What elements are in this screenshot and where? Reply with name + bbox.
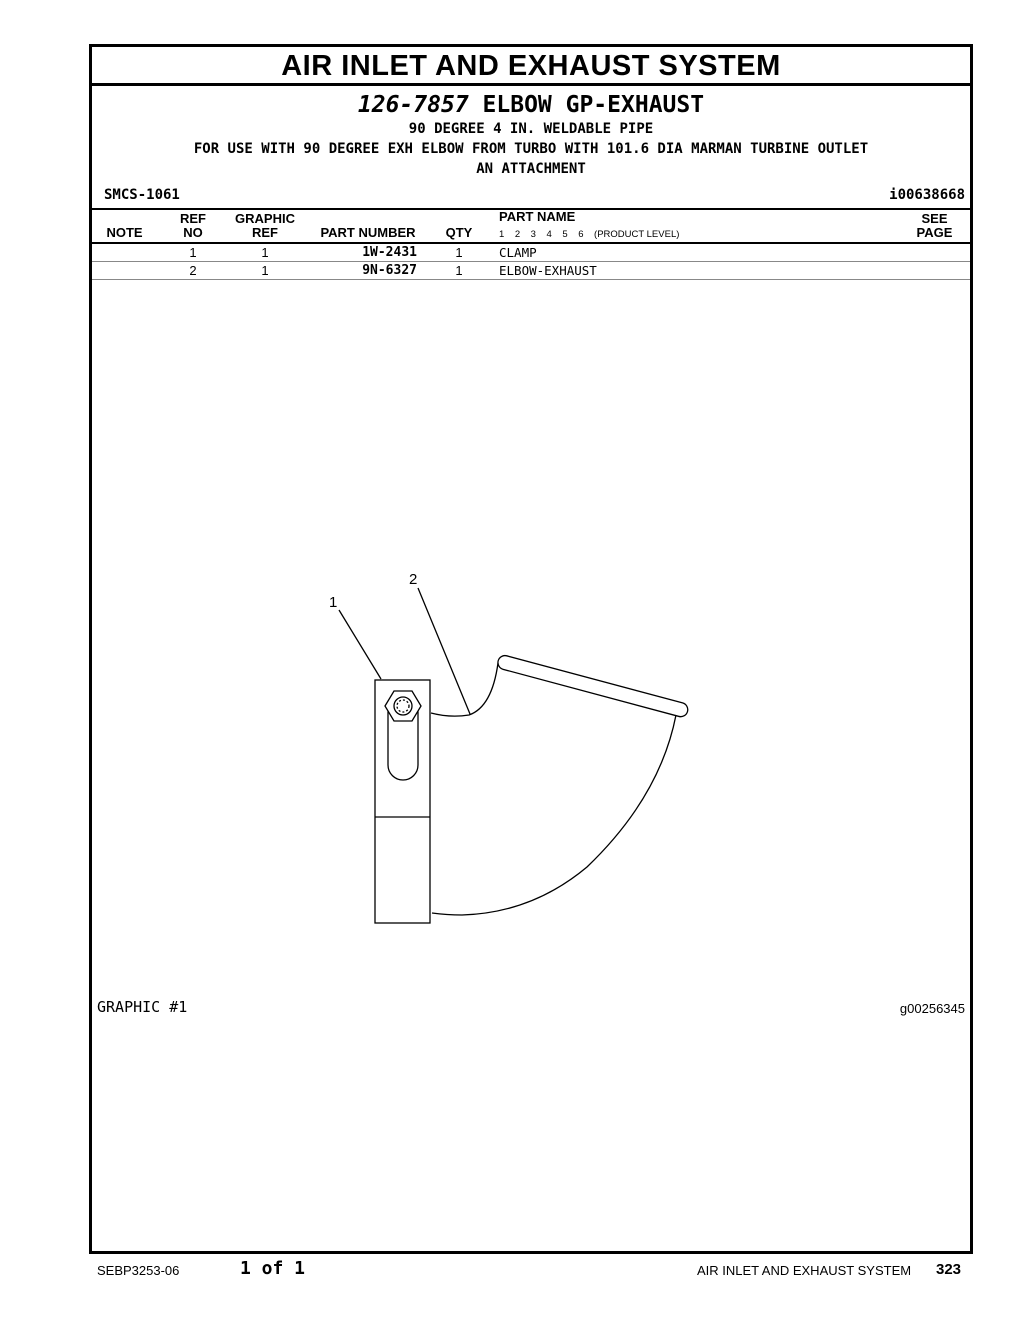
group-description-line: AN ATTACHMENT: [476, 161, 586, 177]
page-frame: [89, 44, 973, 1254]
header-see-top: SEE: [921, 211, 948, 226]
elbow-flange: [496, 654, 689, 718]
header-qty: QTY: [445, 225, 473, 240]
clamp: [375, 680, 430, 923]
header-ref-bottom: NO: [183, 225, 203, 240]
elbow-outer-curve: [432, 715, 676, 915]
header-product-levels: 1 2 3 4 5 6 (PRODUCT LEVEL): [499, 229, 680, 240]
footer-document-number: SEBP3253-06: [97, 1263, 180, 1278]
section-title: AIR INLET AND EXHAUST SYSTEM: [92, 47, 970, 86]
part-number-cell: 1W-2431: [362, 245, 417, 260]
ref-no-cell: 2: [189, 263, 197, 278]
exhaust-elbow: [431, 654, 689, 915]
graphic-ref-cell: 1: [261, 263, 269, 278]
header-note: NOTE: [106, 225, 143, 240]
header-graphic-top: GRAPHIC: [235, 211, 295, 226]
header-ref-top: REF: [180, 211, 206, 226]
group-description-line: FOR USE WITH 90 DEGREE EXH ELBOW FROM TURBO WITH 101.6 DIA MARMAN TURBINE OUTLET: [193, 141, 869, 157]
illustration-id: i00638668: [889, 187, 965, 203]
header-part-number: PART NUMBER: [320, 225, 416, 240]
callout-1: 1: [329, 594, 338, 611]
graphic-id: g00256345: [899, 1001, 965, 1016]
part-name-cell: CLAMP: [499, 245, 537, 260]
graphic-label: GRAPHIC #1: [97, 998, 188, 1016]
exploded-parts-illustration: [92, 47, 970, 1251]
graphic-ref-cell: 1: [261, 245, 269, 260]
qty-cell: 1: [455, 263, 463, 278]
group-number: 126-7857: [357, 92, 469, 118]
ref-no-cell: 1: [189, 245, 197, 260]
footer-page-of: 1 of 1: [240, 1258, 306, 1279]
footer-section-title: AIR INLET AND EXHAUST SYSTEM: [697, 1263, 912, 1278]
hex-nut-icon: [385, 691, 421, 721]
header-see-bottom: PAGE: [916, 225, 953, 240]
header-graphic-bottom: REF: [252, 225, 278, 240]
group-description-line: 90 DEGREE 4 IN. WELDABLE PIPE: [408, 121, 654, 137]
footer-page-number: 323: [936, 1261, 962, 1278]
callout-2: 2: [409, 571, 418, 588]
leader-line-1: [339, 610, 381, 679]
qty-cell: 1: [455, 245, 463, 260]
header-part-name: PART NAME: [499, 209, 576, 224]
elbow-inner-curve: [431, 663, 498, 716]
part-number-cell: 9N-6327: [362, 263, 417, 278]
smcs-code: SMCS-1061: [104, 187, 180, 203]
group-name: ELBOW GP-EXHAUST: [482, 92, 705, 118]
part-name-cell: ELBOW-EXHAUST: [499, 263, 597, 278]
leader-line-2: [418, 588, 470, 714]
